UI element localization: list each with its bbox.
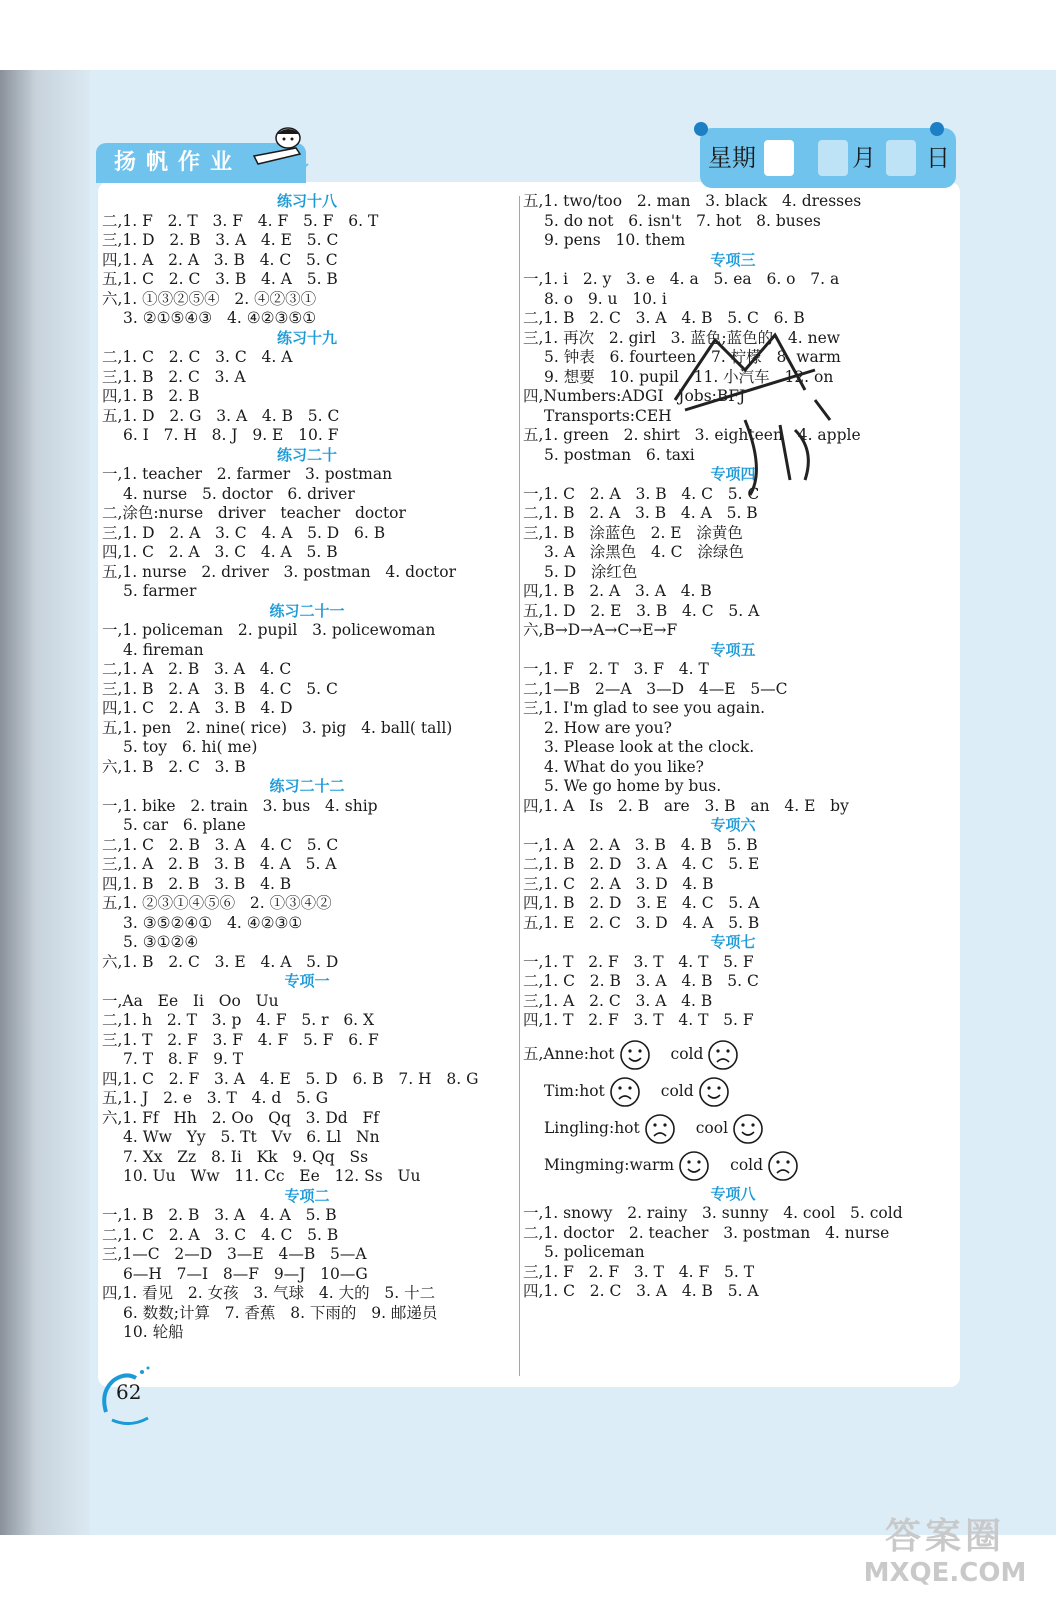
answer-line: 五,1. D 2. E 3. B 4. C 5. A xyxy=(523,601,760,620)
answer-line: 三,1. D 2. A 3. C 4. A 5. D 6. B xyxy=(102,523,386,542)
answer-line: 5. We go home by bus. xyxy=(544,777,722,795)
question-number: 五, xyxy=(523,1045,544,1064)
smiley-face-icon xyxy=(678,1150,710,1182)
answer-line: 二,1. C 2. B 3. A 4. C 5. C xyxy=(102,835,339,854)
pin-dot-icon xyxy=(694,122,708,136)
section-heading: 专项三 xyxy=(710,250,756,269)
answer-line: 10. Uu Ww 11. Cc Ee 12. Ss Uu xyxy=(123,1167,421,1185)
answer-line: 二,1. A 2. B 3. A 4. C xyxy=(102,660,292,678)
answer-line: 一,Aa Ee Ii Oo Uu xyxy=(102,991,279,1010)
answer-line: 二,1. h 2. T 3. p 4. F 5. r 6. X xyxy=(102,1011,375,1029)
month-label: 月 xyxy=(852,144,876,172)
person-weather: Tim:hot xyxy=(544,1082,605,1101)
answer-line: 五,1. J 2. e 3. T 4. d 5. G xyxy=(102,1089,329,1107)
answer-line: 六,1. B 2. C 3. B xyxy=(102,757,246,776)
answer-line: 五,1. E 2. C 3. D 4. A 5. B xyxy=(523,913,760,932)
answer-line: 三,1. A 2. B 3. B 4. A 5. A xyxy=(102,855,337,873)
answer-line: 4. Ww Yy 5. Tt Vv 6. Ll Nn xyxy=(123,1128,380,1146)
answer-line: 3. A 涂黑色 4. C 涂绿色 xyxy=(544,543,744,561)
answer-line: 9. pens 10. them xyxy=(544,231,686,249)
section-heading: 专项八 xyxy=(710,1184,756,1203)
section-heading: 练习十八 xyxy=(276,192,337,210)
answer-line: 四,1. A Is 2. B are 3. B an 4. E by xyxy=(523,796,849,815)
weather-row xyxy=(523,1074,943,1111)
sad-face-icon xyxy=(609,1076,641,1108)
answer-line: 2. How are you? xyxy=(544,718,672,737)
section-heading: 练习十九 xyxy=(276,328,337,347)
person-weather: Mingming:warm xyxy=(544,1156,675,1175)
answer-line: 六,1. ①③②⑤④ 2. ④②③① xyxy=(102,289,317,308)
weather-word: cold xyxy=(670,1045,704,1064)
answer-line: 二,1. B 2. D 3. A 4. C 5. E xyxy=(523,855,760,873)
answer-line: 二,1. C 2. B 3. A 4. B 5. C xyxy=(523,972,759,990)
section-heading: 专项四 xyxy=(710,465,756,483)
answer-line: 四,1. T 2. F 3. T 4. T 5. F xyxy=(523,1011,754,1029)
answer-line: 四,1. B 2. B 3. B 4. B xyxy=(102,874,292,893)
left-answer-column xyxy=(102,192,512,1343)
pin-dot-icon xyxy=(930,122,944,136)
answer-line: 三,1. T 2. F 3. F 4. F 5. F 6. F xyxy=(102,1030,379,1049)
weekday-blank[interactable] xyxy=(764,140,794,176)
answer-line: 四,1. B 2. A 3. A 4. B xyxy=(523,582,712,600)
weather-row xyxy=(523,1037,943,1074)
answer-line: 三,1—C 2—D 3—E 4—B 5—A xyxy=(102,1245,367,1263)
answer-line: 二,1. doctor 2. teacher 3. postman 4. nurse xyxy=(523,1223,890,1242)
answer-line: 一,1. policeman 2. pupil 3. policewoman xyxy=(102,621,436,639)
page-number-badge xyxy=(96,1362,162,1428)
answer-line: 六,B→D→A→C→E→F xyxy=(523,621,678,639)
weather-word: cold xyxy=(730,1156,764,1175)
answer-line: 一,1. T 2. F 3. T 4. T 5. F xyxy=(523,952,754,971)
watermark-url: MXQE.COM xyxy=(863,1558,1027,1588)
answer-line: 四,1. 看见 2. 女孩 3. 气球 4. 大的 5. 十二 xyxy=(102,1284,436,1302)
mascot-icon xyxy=(250,124,312,174)
answer-line: 三,1. B 2. C 3. A xyxy=(102,367,246,386)
answer-line: 3. Please look at the clock. xyxy=(544,738,755,756)
watermark-text: 答案圈 xyxy=(884,1516,1005,1557)
answer-line: 四,1. C 2. A 3. C 4. A 5. B xyxy=(102,543,338,561)
sad-face-icon xyxy=(707,1039,739,1071)
answer-line: 10. 轮船 xyxy=(123,1323,184,1341)
answer-line: 5. postman 6. taxi xyxy=(544,445,695,464)
answer-line: 二,1. B 2. A 3. B 4. A 5. B xyxy=(523,504,758,522)
person-weather: Anne:hot xyxy=(543,1045,615,1064)
answer-line: 四,1. B 2. D 3. E 4. C 5. A xyxy=(523,894,760,912)
answer-line: 4. nurse 5. doctor 6. driver xyxy=(123,484,355,503)
answer-line: 四,1. B 2. B xyxy=(102,387,200,405)
answer-line: 二,涂色:nurse driver teacher doctor xyxy=(102,504,406,522)
answer-line: 五,1. C 2. C 3. B 4. A 5. B xyxy=(102,270,338,288)
day-label: 日 xyxy=(926,144,950,172)
smiley-face-icon xyxy=(698,1076,730,1108)
answer-line: 三,1. 再次 2. girl 3. 蓝色;蓝色的 4. new xyxy=(523,328,841,347)
person-weather: Lingling:hot xyxy=(544,1119,640,1138)
answer-line: 5. do not 6. isn't 7. hot 8. buses xyxy=(544,211,821,230)
month-blank[interactable] xyxy=(818,140,848,176)
answer-line: 三,1. F 2. F 3. T 4. F 5. T xyxy=(523,1262,755,1281)
weather-row xyxy=(523,1148,943,1185)
answer-line: 四,1. A 2. A 3. B 4. C 5. C xyxy=(102,250,338,269)
page-number: 62 xyxy=(116,1380,142,1404)
answer-line: 一,1. A 2. A 3. B 4. B 5. B xyxy=(523,835,758,854)
answer-line: 3. ②①⑤④③ 4. ④②③⑤① xyxy=(123,309,317,327)
smiley-face-icon xyxy=(732,1113,764,1145)
answer-line: 三,1. A 2. C 3. A 4. B xyxy=(523,991,713,1010)
handwritten-mark xyxy=(655,330,835,500)
section-heading: 专项二 xyxy=(284,1186,330,1205)
section-heading: 练习二十一 xyxy=(269,601,345,620)
column-divider xyxy=(519,196,520,1376)
answer-line: 5. policeman xyxy=(544,1243,645,1261)
section-heading: 专项七 xyxy=(710,933,756,951)
answer-line: 三,1. B 涂蓝色 2. E 涂黄色 xyxy=(523,523,743,542)
answer-line: 二,1. C 2. A 3. C 4. C 5. B xyxy=(102,1225,339,1244)
answer-line: 7. T 8. F 9. T xyxy=(123,1050,244,1068)
day-blank[interactable] xyxy=(886,140,916,176)
answer-line: 六,1. Ff Hh 2. Oo Qq 3. Dd Ff xyxy=(102,1108,379,1127)
answer-line: 3. ③⑤②④① 4. ④②③① xyxy=(123,913,303,932)
section-heading: 练习二十二 xyxy=(269,777,345,795)
answer-line: 五,1. D 2. G 3. A 4. B 5. C xyxy=(102,406,340,425)
answer-line: 6—H 7—I 8—F 9—J 10—G xyxy=(123,1264,368,1283)
answer-line: 四,Numbers:ADGI Jobs:BFJ xyxy=(523,387,746,405)
section-heading: 练习二十 xyxy=(276,445,337,464)
answer-line: 5. farmer xyxy=(123,582,197,600)
section-heading: 专项五 xyxy=(710,640,756,659)
weather-word: cold xyxy=(660,1082,694,1101)
answer-line: 5. car 6. plane xyxy=(123,816,246,834)
answer-line: 五,1. ②③①④⑤⑥ 2. ①③④② xyxy=(102,894,332,912)
answer-line: 二,1. C 2. C 3. C 4. A xyxy=(102,348,293,366)
answer-line: 一,1. bike 2. train 3. bus 4. ship xyxy=(102,796,378,815)
answer-line: 6. I 7. H 8. J 9. E 10. F xyxy=(123,426,339,444)
answer-line: 4. What do you like? xyxy=(544,757,704,776)
section-heading: 专项一 xyxy=(284,972,330,990)
page-edge-shadow xyxy=(0,70,90,1535)
smiley-face-icon xyxy=(619,1039,651,1071)
answer-line: 一,1. C 2. A 3. B 4. C 5. C xyxy=(523,484,760,503)
sad-face-icon xyxy=(644,1113,676,1145)
weekday-label: 星期 xyxy=(708,144,756,172)
answer-line: 8. o 9. u 10. i xyxy=(544,289,667,308)
answer-line: 四,1. C 2. C 3. A 4. B 5. A xyxy=(523,1282,759,1300)
answer-line: 五,1. green 2. shirt 3. eighteen 4. apple xyxy=(523,426,861,444)
answer-line: 一,1. i 2. y 3. e 4. a 5. ea 6. o 7. a xyxy=(523,270,840,288)
brand-title: 扬帆作业 xyxy=(96,143,306,183)
date-box xyxy=(700,128,956,188)
answer-line: 三,1. I'm glad to see you again. xyxy=(523,699,766,717)
section-heading: 专项六 xyxy=(710,816,756,834)
answer-line: 5. 钟表 6. fourteen 7. 柠檬 8. warm xyxy=(544,348,841,366)
answer-line: 一,1. B 2. B 3. A 4. A 5. B xyxy=(102,1206,337,1224)
answer-line: 四,1. C 2. F 3. A 4. E 5. D 6. B 7. H 8. G xyxy=(102,1069,479,1088)
answer-line: 二,1—B 2—A 3—D 4—E 5—C xyxy=(523,679,788,698)
answer-line: 四,1. C 2. A 3. B 4. D xyxy=(102,699,293,717)
answer-line: 三,1. C 2. A 3. D 4. B xyxy=(523,874,714,893)
answer-line: 五,1. nurse 2. driver 3. postman 4. doctor xyxy=(102,562,457,581)
answer-line: 三,1. D 2. B 3. A 4. E 5. C xyxy=(102,231,339,249)
answer-line: 六,1. B 2. C 3. E 4. A 5. D xyxy=(102,952,339,971)
answer-line: 9. 想要 10. pupil 11. 小汽车 12. on xyxy=(544,367,834,386)
sad-face-icon xyxy=(767,1150,799,1182)
answer-line: 4. fireman xyxy=(123,640,204,659)
answer-line: 6. 数数;计算 7. 香蕉 8. 下雨的 9. 邮递员 xyxy=(123,1303,438,1322)
weather-word: cool xyxy=(695,1119,729,1138)
weather-faces-block xyxy=(523,1037,943,1185)
answer-line: 一,1. teacher 2. farmer 3. postman xyxy=(102,465,393,483)
answer-line: 5. D 涂红色 xyxy=(544,562,638,581)
weather-row xyxy=(523,1111,943,1148)
answer-line: 五,1. pen 2. nine( rice) 3. pig 4. ball( tall) xyxy=(102,718,453,737)
answer-line: 二,1. B 2. C 3. A 4. B 5. C 6. B xyxy=(523,309,805,327)
answer-line: 5. ③①②④ xyxy=(123,933,199,951)
answer-line: Transports:CEH xyxy=(544,406,672,425)
answer-line: 7. Xx Zz 8. Ii Kk 9. Qq Ss xyxy=(123,1147,369,1166)
answer-line: 5. toy 6. hi( me) xyxy=(123,738,258,756)
answer-line: 五,1. two/too 2. man 3. black 4. dresses xyxy=(523,192,862,210)
answer-line: 二,1. F 2. T 3. F 4. F 5. F 6. T xyxy=(102,211,379,230)
answer-line: 一,1. F 2. T 3. F 4. T xyxy=(523,660,709,678)
watermark xyxy=(842,1508,1048,1594)
answer-line: 三,1. B 2. A 3. B 4. C 5. C xyxy=(102,679,338,698)
answer-line: 一,1. snowy 2. rainy 3. sunny 4. cool 5. cold xyxy=(523,1204,903,1222)
